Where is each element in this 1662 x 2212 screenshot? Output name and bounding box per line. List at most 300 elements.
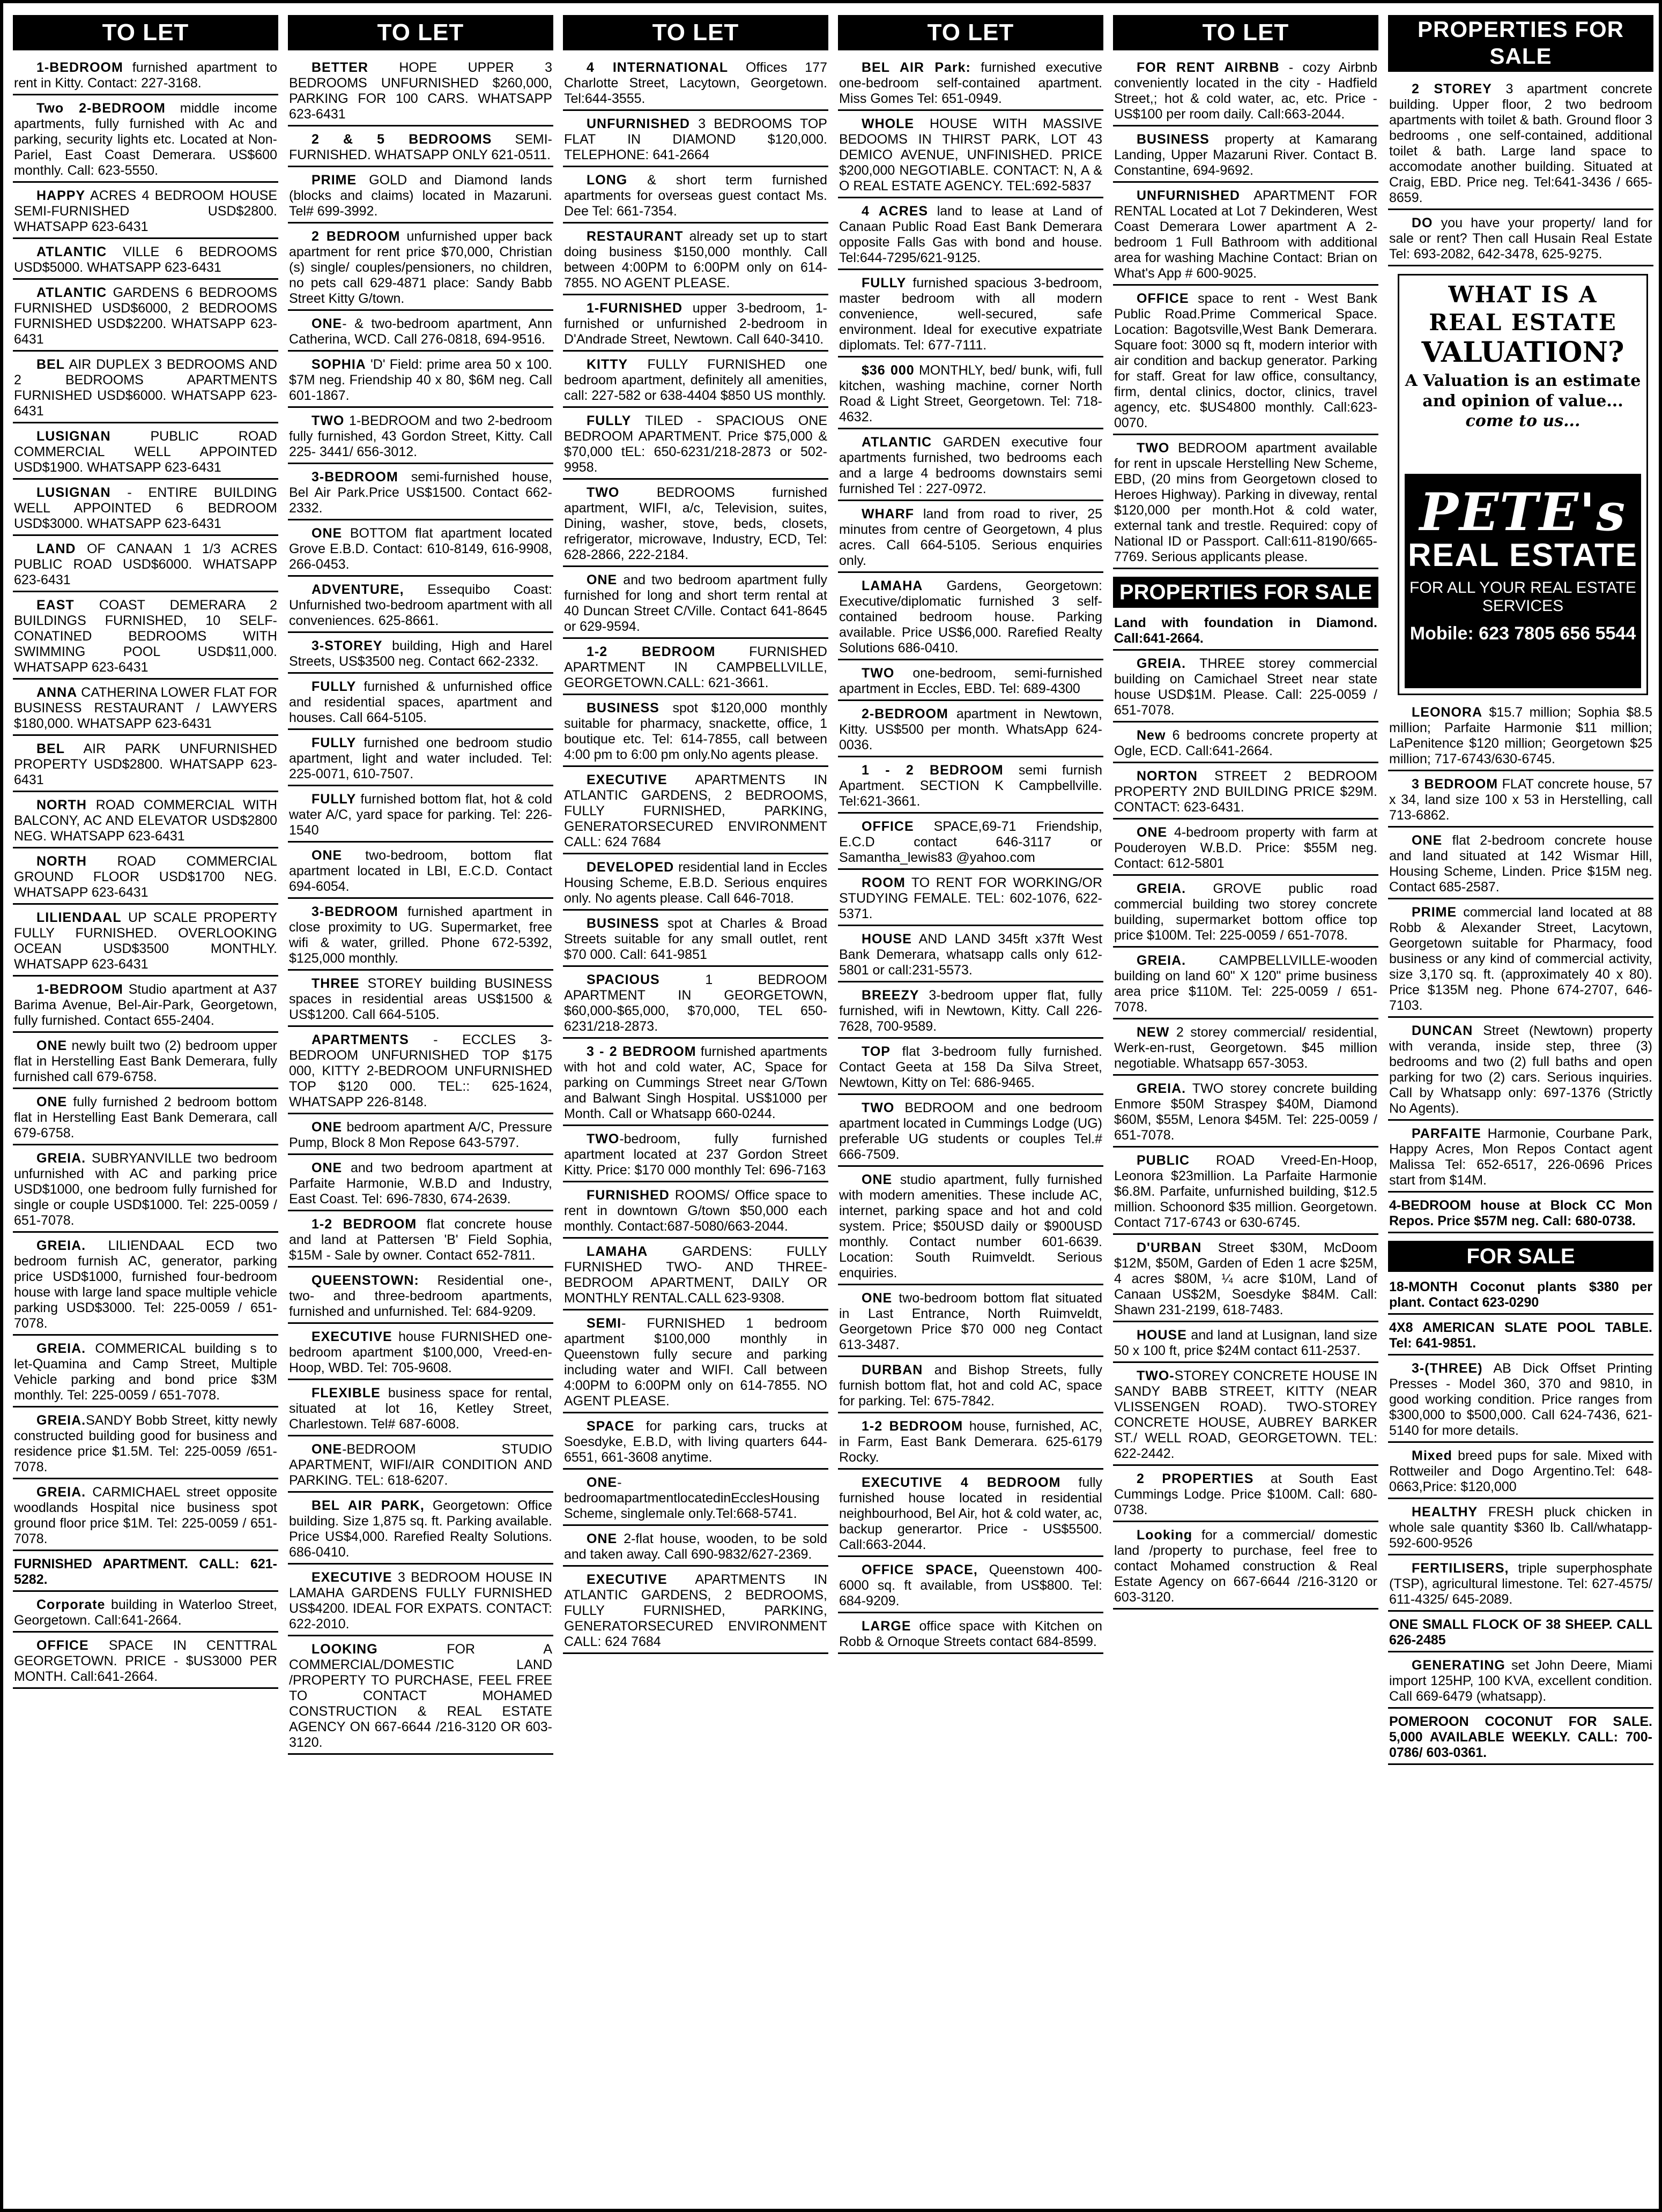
ad-lead: NORTON (1137, 769, 1198, 784)
ad-body: STOREY building BUSINESS spaces in residential areas US$1500 & US$1200. Call 664-5105. (289, 976, 552, 1022)
ad-body: middle income apartments, fully furnished with Ac and parking, security lights etc. Located at Non-Pariel, East Coast Demerara. US$600 monthly. Call: 623-5550. (14, 101, 277, 178)
classified-ad (1388, 1615, 1653, 1652)
advert-logo-subtitle: REAL ESTATE (1408, 537, 1638, 573)
ad-body: Residential one-, two- and three-bedroom apartments, furnished and unfurnished. Tel: 684-9209. (289, 1273, 552, 1319)
ad-lead: ONE (311, 526, 343, 541)
ad-body: property at Kamarang Landing, Upper Mazaruni River. Contact B. Constantine, 694-9692. (1114, 132, 1377, 178)
column-header: TO LET (13, 15, 278, 50)
ad-lead: ATLANTIC (36, 244, 107, 259)
ad-lead: APARTMENTS (311, 1032, 409, 1047)
ad-body: spot $120,000 monthly suitable for pharmacy, snackette, office, 1 boutique etc. Tel: 614-7855, call between 4:00 pm to 6:00 pm only.No agents please. (564, 701, 827, 762)
ad-lead: RESTAURANT (587, 229, 684, 244)
classified-ad (563, 858, 828, 911)
ad-lead: ATLANTIC (862, 435, 932, 450)
ad-body: two-bedroom bottom flat situated in Last Entrance, North Ruimveldt, Georgetown Price $70 000 neg Contact 613-3487. (839, 1291, 1102, 1352)
ad-lead: LAMAHA (587, 1244, 648, 1259)
classified-ad (1388, 1359, 1653, 1443)
ad-body: 4-bedroom property with farm at Pouderoyen W.B.D. Price: $55M neg. Contact: 612-5801 (1114, 825, 1377, 871)
ad-lead: New (1137, 728, 1166, 743)
classified-ad (288, 677, 553, 730)
ad-body: HOUSE WITH MASSIVE BEDOOMS IN THIRST PARK, LOT 43 DEMICO AVENUE, UNFINISHED. PRICE $200,000 NEGOTIABLE. CONTACT: N, A & O REAL ESTATE AGENCY. TEL:692-5837 (839, 116, 1102, 193)
classified-ad (838, 114, 1103, 198)
classified-ad (13, 355, 278, 423)
classified-ad (838, 704, 1103, 757)
ad-lead: HOUSE (1137, 1328, 1187, 1343)
ad-lead: TWO (1137, 441, 1170, 456)
classified-ad (563, 1473, 828, 1526)
ad-lead: 2 PROPERTIES (1137, 1471, 1254, 1486)
ad-body: 'D' Field: prime area 50 x 100. $7M neg. Friendship 40 x 80, $6M neg. Call 601-1867. (289, 357, 552, 403)
classified-ad (838, 761, 1103, 814)
classified-ad (1113, 613, 1378, 651)
classified-ad (13, 483, 278, 536)
classified-ad (838, 986, 1103, 1039)
ad-lead: Two 2-BEDROOM (36, 101, 166, 116)
ad-lead: POMEROON COCONUT FOR SALE. 5,000 AVAILABLE WEEKLY. CALL: 700-0786/ 603-0361. (1389, 1714, 1652, 1760)
classified-ad (563, 698, 828, 767)
ad-body: ROOMS/ Office space to rent in downtown G/town $50,000 each monthly. Contact:687-5080/663-2044. (564, 1188, 827, 1234)
ad-lead: SPACE (587, 1419, 635, 1434)
ad-body: CATHERINA LOWER FLAT FOR BUSINESS RESTAURANT / LAWYERS $180,000. WHATSAPP 623-6431 (14, 685, 277, 731)
ad-lead: KITTY (587, 357, 628, 372)
classified-ad (1388, 1318, 1653, 1355)
classified-ad (288, 58, 553, 126)
ad-lead: ROOM (862, 875, 906, 890)
ad-body: VILLE 6 BEDROOMS USD$5000. WHATSAPP 623-6431 (14, 244, 277, 275)
ad-body: building, High and Harel Streets, US$3500 neg. Contact 662-2332. (289, 638, 552, 669)
ad-body: $15.7 million; Sophia $8.5 million; Parfaite Harmonie $11 million; LaPenitence $120 million; Georgetown $25 million; 717-6743/630-6745. (1389, 705, 1652, 766)
ad-lead: TOP (862, 1044, 891, 1059)
ad-lead: BUSINESS (587, 916, 659, 931)
classified-ad (1113, 1366, 1378, 1466)
classified-ad (13, 739, 278, 792)
classified-ad (1113, 726, 1378, 763)
ad-lead: 1-FURNISHED (587, 301, 683, 316)
ad-body: BOTTOM flat apartment located Grove E.B.D. Contact: 610-8149, 616-9908, 266-0453. (289, 526, 552, 572)
ad-body: fully furnished 2 bedroom bottom flat in Herstelling East Bank Demerara, call 679-6758. (14, 1094, 277, 1141)
ad-lead: ONE (311, 1442, 343, 1457)
classified-ad (288, 130, 553, 167)
ad-body: and two bedroom apartment at Parfaite Harmonie, W.B.D and Industry, East Coast. Tel: 696-7830, 674-2639. (289, 1160, 552, 1206)
classified-ad (563, 483, 828, 567)
classified-ad (563, 114, 828, 167)
ad-body: Gardens, Georgetown: Executive/diplomatic furnished 3 self-contained bedroom house. Parking available. Price US$6,000. Rarefied Realty Solutions 686-0410. (839, 578, 1102, 656)
classified-ad (1113, 130, 1378, 183)
classified-ad (563, 355, 828, 408)
ad-body: FULLY FURNISHED one bedroom apartment, definitely all amenities, call: 227-582 or 638-4404 $850 US monthly. (564, 357, 827, 403)
ad-body: TILED - SPACIOUS ONE BEDROOM APARTMENT. Price $75,000 & $70,000 tEL: 650-6231/218-2873 or 502-9958. (564, 413, 827, 475)
ad-body: BEDROOMS furnished apartment, WIFI, a/c, Television, suites, Dining, washer, stove, beds, closets, refrigerator, microwave, Industry, ECD, Tel: 628-2866, 222-2184. (564, 485, 827, 562)
ad-body: - ENTIRE BUILDING WELL APPOINTED 6 BEDROOM USD$3000. WHATSAPP 623-6431 (14, 485, 277, 531)
classified-ad (1388, 213, 1653, 266)
classified-ad (13, 1149, 278, 1233)
classified-ad (1113, 1023, 1378, 1076)
ad-body: APARTMENT. CALL: 621-5282. (14, 1556, 277, 1587)
ad-lead: 4 INTERNATIONAL (587, 60, 729, 75)
ad-body: PUBLIC ROAD COMMERCIAL WELL APPOINTED USD$1900. WHATSAPP 623-6431 (14, 429, 277, 475)
classified-ad (838, 1360, 1103, 1413)
ad-body: -bedroomapartmentlocatedinEcclesHousingScheme, singlemale only.Tel:668-5741. (564, 1475, 820, 1521)
classified-ad (288, 314, 553, 352)
ad-lead: 3 - 2 BEDROOM (587, 1044, 696, 1059)
classified-ad (1113, 289, 1378, 435)
ad-lead: EXECUTIVE (311, 1570, 392, 1585)
ad-lead: BEL (36, 741, 65, 756)
ad-lead: ONE (587, 1531, 618, 1546)
ad-lead: PRIME (1412, 905, 1457, 920)
classified-ad (13, 58, 278, 95)
ad-lead: 1-BEDROOM (36, 60, 123, 75)
ad-lead: 2 BEDROOM (311, 229, 400, 244)
ad-lead: 2 STOREY (1412, 81, 1492, 96)
classified-ad (288, 1215, 553, 1268)
ad-lead: LILIENDAAL (36, 910, 122, 925)
classified-ad (563, 1186, 828, 1239)
ad-body: CARMICHAEL street opposite woodlands Hospital nice business spot ground floor price $1M. Tel: 225-0059 / 651-7078. (14, 1485, 277, 1546)
ad-lead: D'URBAN (1137, 1240, 1202, 1255)
ad-lead: OFFICE (36, 1638, 89, 1653)
ad-body: upper 3-bedroom, 1-furnished or unfurnished 2-bedroom in D'Andrade Street, Newtown. Call 640-3410. (564, 301, 827, 347)
classified-ad (13, 242, 278, 280)
column-header: TO LET (288, 15, 553, 50)
classified-ad (838, 504, 1103, 573)
ad-lead: 4X8 AMERICAN SLATE POOL TABLE. Tel: 641-9851. (1389, 1320, 1652, 1351)
classified-ad (1388, 774, 1653, 828)
classified-ad (563, 770, 828, 854)
classified-ad (1113, 1469, 1378, 1522)
ad-body: BEDROOM and one bedroom apartment located in Cummings Lodge (UG) preferable UG students or couples Tel.# 666-7509. (839, 1100, 1102, 1162)
ad-body: land to lease at Land of Canaan Public Road East Bank Demerara opposite Falls Gas with bond and house. Tel:644-7295/621-9125. (839, 204, 1102, 265)
ad-body: OF CANAAN 1 1/3 ACRES PUBLIC ROAD USD$6000. WHATSAPP 623-6431 (14, 541, 277, 587)
ad-body: 2 storey commercial/ residential, Werk-en-rust, Georgetown. $45 million negotiable. Whatsapp 657-3053. (1114, 1025, 1377, 1071)
ad-lead: GREIA. (36, 1485, 86, 1500)
ad-body: AIR PARK UNFURNISHED PROPERTY USD$2800. WHATSAPP 623-6431 (14, 741, 277, 787)
classified-ad (1388, 1124, 1653, 1193)
classified-ad (13, 427, 278, 480)
classified-ad (288, 355, 553, 408)
section-header: FOR SALE (1388, 1241, 1653, 1272)
ad-lead: 18-MONTH Coconut plants $380 per plant. Contact 623-0290 (1389, 1279, 1652, 1310)
ad-lead: 2-BEDROOM (862, 706, 948, 721)
classified-ad (288, 790, 553, 843)
ad-body: at South East Cummings Lodge. Price $100M. Call: 680-0738. (1114, 1471, 1377, 1517)
ad-body: COMMERICAL building s to let-Quamina and Camp Street, Multiple Vehicle parking and bond price $3M monthly. Tel: 225-0059 / 651-7078. (14, 1341, 277, 1403)
ad-lead: BEL AIR PARK, (311, 1498, 425, 1513)
ad-lead: SOPHIA (311, 357, 366, 372)
classified-ad (288, 974, 553, 1027)
ad-body: two-bedroom, bottom flat apartment located in LBI, E.C.D. Contact 694-6054. (289, 848, 552, 894)
ad-lead: ADVENTURE, (311, 582, 404, 597)
ad-lead: TWO- (1137, 1368, 1175, 1383)
ad-lead: ONE SMALL FLOCK OF 38 SHEEP. CALL 626-2485 (1389, 1617, 1652, 1648)
ad-lead: SEMI (587, 1316, 622, 1331)
ad-body: unfurnished upper back apartment for rent price $70,000, Christian (s) single/ couples/pensioners, no children, no pets call 629-4871 place: Sandy Babb Street Kitty G/town. (289, 229, 552, 306)
ad-lead: FULLY (862, 275, 907, 291)
ad-body: ACRES 4 BEDROOM HOUSE SEMI-FURNISHED USD$2800. WHATSAPP 623-6431 (14, 188, 277, 234)
advert-line-1: WHAT IS A (1448, 281, 1598, 308)
classified-ad (838, 273, 1103, 358)
classified-ad (13, 1339, 278, 1407)
ad-lead: ONE (311, 848, 343, 863)
column-header: TO LET (838, 15, 1103, 50)
ad-lead: 3-BEDROOM (311, 904, 398, 919)
ad-lead: UNFURNISHED (1137, 188, 1240, 203)
ad-body: flat 2-bedroom concrete house and land situated at 142 Wismar Hill, Housing Scheme, Linden. Price $15M neg. Contact 685-2587. (1389, 833, 1652, 895)
ad-body: furnished bottom flat, hot & cold water A/C, yard space for parking. Tel: 226-1540 (289, 792, 552, 838)
ad-body: already set up to start doing business $150,000 monthly. Call between 4:00PM to 6:00PM only on 614-7855. NO AGENT PLEASE. (564, 229, 827, 291)
classified-ad (838, 1560, 1103, 1613)
ad-body: ROAD COMMERCIAL WITH BALCONY, AC AND ELEVATOR USD$2800 NEG. WHATSAPP 623-6431 (14, 798, 277, 844)
classified-ad (1388, 1656, 1653, 1709)
column-header: TO LET (1113, 15, 1378, 50)
classified-ad (13, 1411, 278, 1479)
ad-body: UP SCALE PROPERTY FULLY FURNISHED. OVERLOOKING OCEAN USD$3500 MONTHLY. WHATSAPP 623-6431 (14, 910, 277, 972)
ad-lead: FOR RENT AIRBNB (1137, 60, 1280, 75)
ad-body: Queenstown 400-6000 sq. ft available, from US$800. Tel: 684-9209. (839, 1562, 1102, 1608)
classified-ad (1388, 1277, 1653, 1315)
ad-body: fully furnished house located in residential neighbourhood, Bel Air, hot & cold water, ac, backup generartor. Price - US$5500. Call:663-2044. (839, 1475, 1102, 1552)
ad-body: 3 BEDROOM HOUSE IN LAMAHA GARDENS FULLY FURNISHED US$4200. IDEAL FOR EXPATS. CONTACT: 622-2010. (289, 1570, 552, 1632)
ad-lead: GENERATING (1412, 1658, 1505, 1673)
classified-ad (1388, 831, 1653, 899)
column-6 (1388, 15, 1653, 2202)
ad-body: -bedroom, fully furnished apartment located at 237 Gordon Street Kitty. Price: $170 000 monthly Tel: 696-7163 (564, 1131, 827, 1178)
ad-body: breed pups for sale. Mixed with Rottweiler and Dogo Argentino.Tel: 648-0663,Price: $120,000 (1389, 1448, 1652, 1494)
ad-body: triple superphosphate (TSP), agricultural limestone. Tel: 627-4575/ 611-4325/ 645-2089. (1389, 1561, 1652, 1607)
ad-lead: LAND (36, 541, 76, 556)
ad-body: - & two-bedroom apartment, Ann Catherina, WCD. Call 276-0818, 694-9516. (289, 316, 552, 347)
ad-lead: HEALTHY (1412, 1505, 1478, 1520)
ad-body: furnished one bedroom studio apartment, light and water included. Tel: 225-0071, 610-7507. (289, 735, 552, 781)
ad-lead: FERTILISERS, (1412, 1561, 1509, 1576)
classified-ad (838, 1617, 1103, 1654)
classified-ad (1388, 1196, 1653, 1233)
ad-lead: 1 - 2 BEDROOM (862, 763, 1004, 778)
ad-lead: FLEXIBLE (311, 1386, 381, 1401)
ad-body: LILIENDAAL ECD two bedroom furnish AC, generator, parking price USD$1000, furnished four-bedroom house with large land space multiple vehicle parking USD$3000. Tel: 225-0059 / 651-7078. (14, 1238, 277, 1331)
classified-ad (1113, 1079, 1378, 1148)
classified-ad (288, 1030, 553, 1114)
ad-lead: 1-BEDROOM (36, 982, 123, 997)
classified-ad (13, 852, 278, 905)
valuation-advert (1398, 274, 1648, 695)
ad-lead: WHOLE (862, 116, 915, 131)
classified-ad (1113, 823, 1378, 876)
ad-lead: TWO (862, 1100, 895, 1115)
ad-lead: ONE (1412, 833, 1443, 848)
classified-ad (563, 299, 828, 352)
classified-ad (288, 1327, 553, 1380)
classified-ad (13, 1036, 278, 1089)
ad-body: 6 bedrooms concrete property at Ogle, ECD. Call:641-2664. (1114, 728, 1377, 758)
classified-ad (13, 1092, 278, 1145)
ad-lead: FURNISHED (587, 1188, 670, 1203)
classified-ad (563, 227, 828, 295)
classified-ad (1113, 879, 1378, 948)
ad-body: Essequibo Coast: Unfurnished two-bedroom apartment with all conveniences. 625-8661. (289, 582, 552, 628)
ad-body: GARDENS 6 BEDROOMS FURNISHED USD$6000, 2 BEDROOMS FURNISHED USD$2200. WHATSAPP 623-6431 (14, 285, 277, 347)
classified-ad (1388, 1502, 1653, 1555)
ad-lead: DUNCAN (1412, 1023, 1473, 1038)
column-3 (563, 15, 828, 2202)
classified-ad (288, 467, 553, 520)
ad-lead: DO (1412, 215, 1433, 230)
ad-body: Street (Newtown) property with veranda, inside step, three (3) bedrooms and two (2) full baths and open parking for two (2) cars. Serious inquiries. Call by Whatsapp only: 697-1376 (Strictly No Agents). (1389, 1023, 1652, 1116)
classified-ad (13, 795, 278, 848)
ad-lead: EAST (36, 598, 75, 613)
classified-ad (838, 1098, 1103, 1167)
ad-lead: ONE (862, 1291, 893, 1306)
ad-lead: DEVELOPED (587, 860, 674, 875)
ad-lead: ATLANTIC (36, 285, 107, 300)
classified-ad (838, 1417, 1103, 1470)
ad-body: SUBRYANVILLE two bedroom unfurnished with AC and parking price USD$1000, one bedroom fully furnished for single or couple USD$1000. Tel: 225-0059 / 651-7078. (14, 1151, 277, 1228)
classified-ad (288, 227, 553, 311)
ad-lead: 4-BEDROOM house at Block CC Mon Repos. Price $57M neg. Call: 680-0738. (1389, 1198, 1652, 1228)
ad-body: furnished apartment to rent in Kitty. Contact: 227-3168. (14, 60, 277, 91)
classified-ad (288, 636, 553, 674)
ad-body: APARTMENTS IN ATLANTIC GARDENS, 2 BEDROOMS, FULLY FURNISHED, PARKING, GENERATORSECURED ENVIRONMENT CALL: 624 7684 (564, 1572, 827, 1649)
classified-ad (288, 1640, 553, 1755)
ad-body: GROVE public road commercial building two storey concrete building, supermarket bottom office top price $100M. Tel: 225-0059 / 651-7078. (1114, 881, 1377, 943)
ad-lead: Looking (1137, 1528, 1193, 1543)
classified-ad (838, 873, 1103, 926)
classified-ad (1113, 58, 1378, 126)
ad-lead: FULLY (311, 792, 357, 807)
ad-lead: WHARF (862, 507, 915, 522)
section-header: PROPERTIES FOR SALE (1113, 577, 1378, 608)
ad-body: AIR DUPLEX 3 BEDROOMS AND 2 BEDROOMS APARTMENTS FURNISHED USD$6000. WHATSAPP 623-6431 (14, 357, 277, 419)
column-2 (288, 15, 553, 2202)
column-5 (1113, 15, 1378, 2202)
classified-ad (288, 1496, 553, 1565)
ad-lead: 3-(THREE) (1412, 1361, 1483, 1376)
column-1 (13, 15, 278, 2202)
ad-body: ROAD COMMERCIAL GROUND FLOOR USD$1700 NEG. WHATSAPP 623-6431 (14, 854, 277, 900)
ad-lead: TWO (587, 485, 620, 500)
ad-lead: EXECUTIVE (587, 772, 667, 787)
classified-ad (13, 908, 278, 977)
ad-lead: 3-BEDROOM (311, 470, 398, 485)
classified-ad (1113, 1151, 1378, 1235)
ad-lead: ONE (311, 1160, 343, 1175)
ad-body: GARDENS: FULLY FURNISHED TWO- AND THREE-BEDROOM APARTMENT, DAILY OR MONTHLY RENTAL.CALL 623-9308. (564, 1244, 827, 1306)
classified-ad (563, 1129, 828, 1182)
classified-ad (838, 58, 1103, 111)
ad-body: and Bishop Streets, fully furnish bottom flat, hot and cold AC, space for parking. Tel: 675-7842. (839, 1362, 1102, 1409)
classified-ad (563, 1417, 828, 1470)
classified-ad (563, 411, 828, 480)
ad-lead: 3-STOREY (311, 638, 383, 653)
ad-lead: ONE (587, 1475, 618, 1490)
ad-body: semi furnish Apartment. SECTION K Campbellville. Tel:621-3661. (839, 763, 1102, 809)
ad-body: FLAT concrete house, 57 x 34, land size 100 x 53 in Herstelling, call 713-6862. (1389, 777, 1653, 823)
classified-ad (1113, 1238, 1378, 1322)
advert-heading (1399, 275, 1646, 431)
ad-lead: ONE (36, 1094, 68, 1109)
classified-ad (288, 1271, 553, 1324)
classified-ad (13, 595, 278, 680)
ad-body: 3-bedroom upper flat, fully furnished, wifi in Newtown, Kitty. Call 226-7628, 700-9589. (839, 988, 1102, 1034)
ad-body: COAST DEMERARA 2 BUILDINGS FURNISHED, 10 SELF-CONATINED BEDROOMS WITH SWIMMING POOL USD$11,000. WHATSAPP 623-6431 (14, 598, 277, 675)
ad-body: CAMPBELLVILLE-wooden building on land 60" X 120" prime business area price $110M. Tel: 225-0059 / 651-7078. (1114, 953, 1377, 1015)
column-header: TO LET (563, 15, 828, 50)
ad-body: SPACE IN CENTTRAL GEORGETOWN. PRICE - $US3000 PER MONTH. Call:641-2664. (14, 1638, 277, 1684)
classified-ad (1113, 654, 1378, 723)
classified-ad (13, 1483, 278, 1551)
ad-lead: PUBLIC (1137, 1153, 1190, 1168)
ad-body: MONTHLY, bed/ bunk, wifi, full kitchen, washing machine, corner North Road & Light Street, Georgetown. Tel: 718-4632. (839, 363, 1102, 424)
classified-ad (288, 733, 553, 786)
ad-body: GARDEN executive four apartments furnished, two bedrooms each and a large 4 bedrooms downstairs semi furnished Tel : 227-0972. (839, 435, 1102, 496)
ad-body: SPACE,69-71 Friendship, E.C.D contact 646-3117 or Samantha_lewis83 @yahoo.com (839, 819, 1102, 865)
ad-body: semi-furnished house, Bel Air Park.Price US$1500. Contact 662-2332. (289, 470, 552, 516)
ad-body: BEDROOM apartment available for rent in upscale Herstelling New Scheme, EBD, (20 mins from Georgetown closed to Heroes Highway). Parking in diveway, rental $120,000 per month.Hot & cold water, external tank and trestle. Required: copy of National ID or Passport. Call:611-8190/665-7769. Serious applicants please. (1114, 441, 1377, 564)
classified-ad (1113, 186, 1378, 286)
ad-body: spot at Charles & Broad Streets suitable for any small outlet, rent $70 000. Call: 641-9851 (564, 916, 827, 962)
ad-body: furnished executive one-bedroom self-contained apartment. Miss Gomes Tel: 651-0949. (839, 60, 1102, 106)
ad-body: flat concrete house and land at Pattersen 'B' Field Sophia, $15M - Sale by owner. Contact 652-7811. (289, 1217, 552, 1263)
ad-lead: GREIA. (1137, 656, 1186, 671)
ad-body: & short term furnished apartments for overseas guest contact Ms. Dee Tel: 661-7354. (564, 173, 827, 219)
ad-body: HOPE UPPER 3 BEDROOMS UNFURNISHED $260,000, PARKING FOR 100 CARS. WHATSAPP 623-6431 (289, 60, 552, 122)
ad-lead: NORTH (36, 798, 87, 813)
advert-line-5: come to us... (1465, 412, 1581, 430)
ad-body: APARTMENT FOR RENTAL Located at Lot 7 Dekinderen, West Coast Demerara Lower apartment A 2-bedroom 1 Full Bathroom with additional area for washing Machine Contact: Brian on What's App # 600-9025. (1114, 188, 1377, 281)
ad-lead: TWO (311, 413, 345, 428)
ad-body: Harmonie, Courbane Park, Happy Acres, Mon Repos Contact agent Malissa Tel: 652-6517, 226-0696 Prices start from $14M. (1389, 1126, 1652, 1188)
advert-logo: PETE's (1419, 482, 1627, 542)
classified-ad (1388, 903, 1653, 1018)
ad-body: and two bedroom apartment fully furnished for long and short term rental at 40 Duncan Street C/Ville. Contact 641-8645 or 629-9594. (564, 572, 827, 634)
ad-body: SEMI-FURNISHED. WHATSAPP ONLY 621-0511. (289, 132, 552, 162)
ad-body: furnished apartment in close proximity to UG. Supermarket, free wifi & water, grilled. Phone 672-5392, $125,000 monthly. (289, 904, 552, 966)
ad-body: business space for rental, situated at lot 16, Ketley Street, Charlestown. Tel# 687-6008. (289, 1386, 552, 1432)
ad-body: newly built two (2) bedroom upper flat in Herstelling East Bank Demerara, fully furnished call 679-6758. (14, 1038, 277, 1084)
ad-body: 2-flat house, wooden, to be sold and taken away. Call 690-9832/627-2369. (564, 1531, 827, 1562)
advert-line-3: VALUATION? (1421, 336, 1624, 369)
ad-lead: $36 000 (862, 363, 915, 378)
ad-body: STOREY CONCRETE HOUSE IN SANDY BABB STREET, KITTY (NEAR VLISSENGEN ROAD). TWO-STOREY CONCRETE HOUSE, AUBREY BARKER ST./ WELL ROAD, GEORGETOWN. TEL: 622-2442. (1114, 1368, 1377, 1461)
classified-ad (1388, 1021, 1653, 1121)
classified-ad (1388, 1559, 1653, 1612)
classified-ad (13, 539, 278, 592)
classified-ad (563, 970, 828, 1039)
ad-lead: Corporate (36, 1597, 106, 1612)
classified-ad (838, 202, 1103, 270)
classified-ad (563, 1242, 828, 1310)
classified-ad (838, 1170, 1103, 1285)
ad-lead: 3 BEDROOM (1412, 777, 1498, 792)
classified-ad (288, 411, 553, 464)
ad-lead: LUSIGNAN (36, 485, 111, 500)
ad-lead: NEW (1137, 1025, 1170, 1040)
ad-body: ROAD Vreed-En-Hoop, Leonora $23million. La Parfaite Harmonie $6.8M. Parfaite, unfurnished building, $12.5 million. Schoonord $35 million. Georgetown. Contact 717-6743 or 630-6745. (1114, 1153, 1377, 1230)
ad-lead: LOOKING (311, 1642, 378, 1657)
ad-lead: GREIA. (1137, 881, 1186, 896)
ad-body: Georgetown: Office building. Size 1,875 sq. ft. Parking available. Price US$4,000. Rarefied Realty Solutions. 686-0410. (289, 1498, 552, 1560)
advert-logo-box (1405, 474, 1641, 688)
classified-ad (563, 1314, 828, 1413)
classified-ad (1113, 1325, 1378, 1363)
ad-lead: LUSIGNAN (36, 429, 111, 444)
classified-ad (288, 1440, 553, 1493)
ad-lead: ONE (862, 1172, 893, 1187)
classified-ad (838, 576, 1103, 660)
classified-ad (1388, 1712, 1653, 1765)
ad-body: studio apartment, fully furnished with modern amenities. These include AC, internet, parking space and hot and cold system. Price; $50USD daily or $900USD monthly. Contact number 601-6639. Location: South Ruimveldt. Serious enquiries. (839, 1172, 1102, 1280)
ad-lead: FULLY (587, 413, 632, 428)
